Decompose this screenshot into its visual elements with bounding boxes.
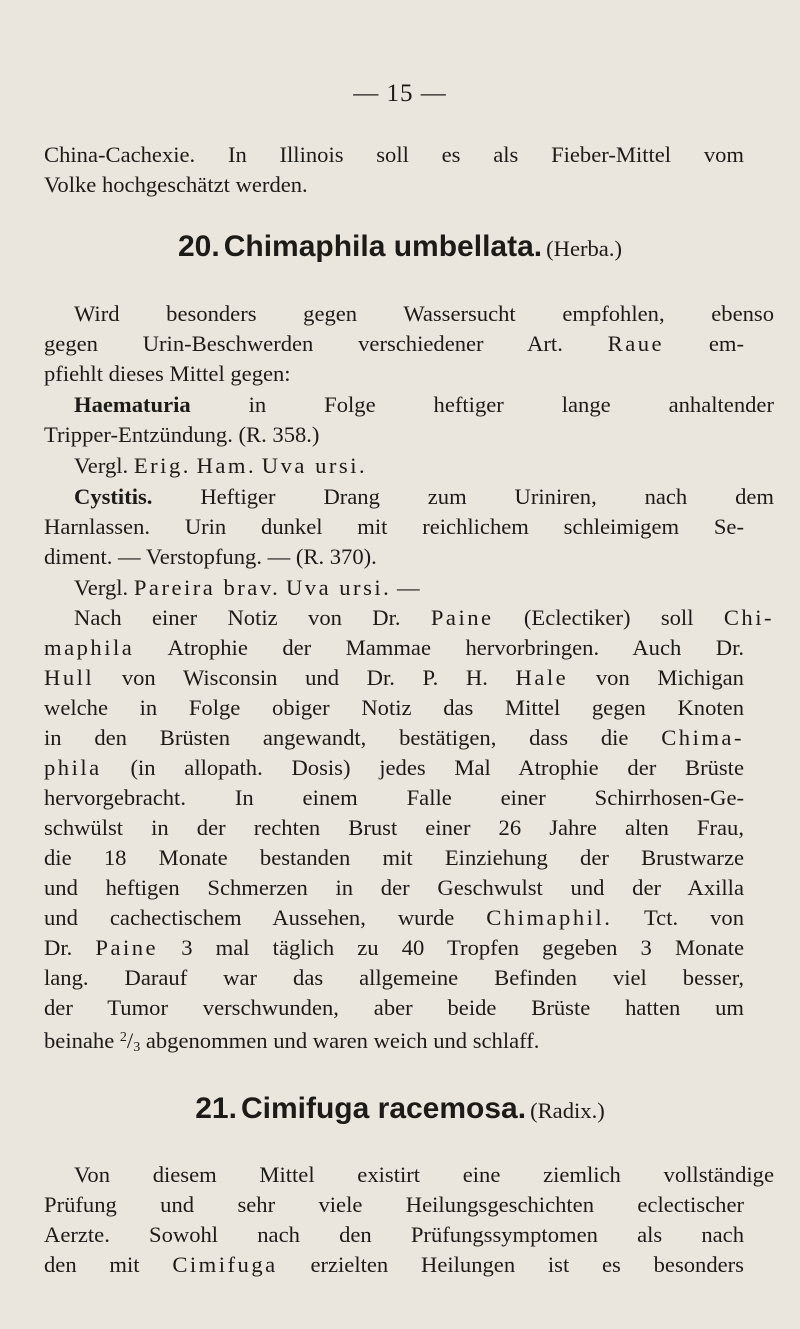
text-line: Cystitis. Heftiger Drang zum Uriniren, nach dem: [74, 484, 774, 509]
page-number: — 15 —: [353, 80, 447, 107]
fraction-denominator: 3: [133, 1040, 141, 1055]
symptom-term: Haematuria: [74, 392, 191, 417]
text-line: Volke hochgeschätzt werden.: [44, 172, 308, 197]
text-line: Vergl. Erig. Ham. Uva ursi.: [74, 453, 368, 478]
text-line: maphila Atrophie der Mammae hervorbringen. Auch Dr.: [44, 635, 745, 660]
section-heading-20: [0, 230, 800, 264]
section-number: 21.: [195, 1092, 237, 1125]
text-line: und cachectischem Aussehen, wurde Chimaphil. Tct. von: [44, 905, 744, 930]
text-line: gegen Urin-Beschwerden verschiedener Art. Raue em-: [44, 331, 744, 356]
text-line: China-Cachexie. In Illinois soll es als Fieber-Mittel vom: [44, 142, 744, 167]
text-line: schwülst in der rechten Brust einer 26 Jahre alten Frau,: [44, 815, 744, 840]
text-line: den mit Cimifuga erzielten Heilungen ist es besonders: [44, 1252, 744, 1277]
section-part: (Herba.): [546, 236, 622, 261]
text-line: Tripper-Entzündung. (R. 358.): [44, 422, 320, 447]
text-line: pfiehlt dieses Mittel gegen:: [44, 361, 291, 386]
section-part: (Radix.): [530, 1098, 605, 1123]
text-line: Nach einer Notiz von Dr. Paine (Eclectiker) soll Chi-: [74, 605, 774, 630]
text-line: die 18 Monate bestanden mit Einziehung der Brustwarze: [44, 845, 744, 870]
text-line: Hull von Wisconsin und Dr. P. H. Hale von Michigan: [44, 665, 744, 690]
text-line: Prüfung und sehr viele Heilungsgeschichten eclectischer: [44, 1192, 744, 1217]
text-line: Von diesem Mittel existirt eine ziemlich vollständige: [74, 1162, 774, 1187]
text-line: Harnlassen. Urin dunkel mit reichlichem schleimigem Se-: [44, 514, 744, 539]
text-line: welche in Folge obiger Notiz das Mittel gegen Knoten: [44, 695, 744, 720]
section-heading-21: [0, 1092, 800, 1126]
section-title: Cimifuga racemosa.: [240, 1092, 527, 1125]
section-title: Chimaphila umbellata.: [223, 230, 543, 263]
text-line: Wird besonders gegen Wassersucht empfohlen, ebenso: [74, 301, 774, 326]
text-line: der Tumor verschwunden, aber beide Brüste hatten um: [44, 995, 744, 1020]
text-line: diment. — Verstopfung. — (R. 370).: [44, 544, 377, 569]
text-line: phila (in allopath. Dosis) jedes Mal Atrophie der Brüste: [44, 755, 744, 780]
author-name: Raue: [607, 331, 665, 356]
text-line: Aerzte. Sowohl nach den Prüfungssymptomen als nach: [44, 1222, 744, 1247]
fraction-numerator: 2: [119, 1030, 127, 1045]
section-number: 20.: [177, 230, 220, 263]
text-line: Dr. Paine 3 mal täglich zu 40 Tropfen gegeben 3 Monate: [44, 935, 744, 960]
text-line: lang. Darauf war das allgemeine Befinden viel besser,: [44, 965, 744, 990]
text-line: beinahe $^2/_3$ abgenommen und waren weich und schlaff.: [44, 1028, 540, 1055]
text-line: Vergl. Pareira brav. Uva ursi. —: [74, 575, 420, 600]
text-line: hervorgebracht. In einem Falle einer Schirrhosen-Ge-: [44, 785, 744, 810]
text-line: in den Brüsten angewandt, bestätigen, dass die Chima-: [44, 725, 744, 750]
text-line: Haematuria in Folge heftiger lange anhaltender: [74, 392, 774, 417]
text-line: und heftigen Schmerzen in der Geschwulst und der Axilla: [44, 875, 744, 900]
symptom-term: Cystitis.: [74, 484, 153, 509]
